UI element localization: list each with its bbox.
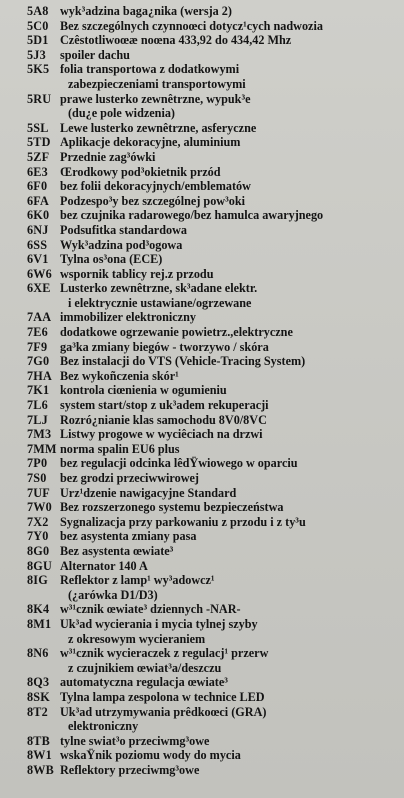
option-description [60, 340, 404, 355]
option-code: 6NJ [27, 222, 49, 237]
option-code: 6SS [27, 237, 48, 252]
option-code: 8W1 [27, 748, 52, 763]
option-description [60, 617, 404, 646]
option-description [60, 559, 404, 574]
option-row [0, 19, 404, 34]
option-description-line: Reflektor z lamp¹ wy³adowcz¹ [60, 573, 215, 588]
option-description-line: i elektrycznie ustawiane/ogrzewane [68, 295, 252, 310]
option-row [0, 529, 404, 544]
option-row [0, 340, 404, 355]
option-code-list [0, 4, 404, 798]
option-code: 8Q3 [27, 675, 50, 690]
option-description [60, 442, 404, 457]
option-row [0, 705, 404, 734]
option-row [0, 325, 404, 340]
option-row [0, 471, 404, 486]
option-description [60, 208, 404, 223]
option-code: 6K0 [27, 208, 50, 223]
option-description-line: ga³ka zmiany biegów - tworzywo / skóra [60, 339, 269, 354]
option-description-line: Lusterko zewnêtrzne, sk³adane elektr. [60, 281, 258, 296]
option-description-line: w³¹cznik œwiate³ dziennych -NAR- [60, 602, 241, 617]
option-description-line: Alternator 140 A [60, 558, 148, 573]
option-row [0, 617, 404, 646]
option-row [0, 573, 404, 602]
option-row [0, 763, 404, 778]
option-description [60, 223, 404, 238]
option-description-line: prawe lusterko zewnêtrzne, wypuk³e [60, 91, 251, 106]
option-description-line: Wyk³adzina pod³ogowa [60, 237, 183, 252]
option-description [60, 529, 404, 544]
option-code: 8T2 [27, 704, 48, 719]
option-code: 5K5 [27, 62, 50, 77]
option-code: 7MM [27, 441, 57, 456]
option-row [0, 427, 404, 442]
option-description [60, 427, 404, 442]
option-code: 6W6 [27, 266, 52, 281]
option-code: 5TD [27, 135, 51, 150]
option-description-line: zabezpieczeniami transportowymi [68, 76, 246, 91]
option-description [60, 515, 404, 530]
option-code: 5J3 [27, 47, 46, 62]
option-description [60, 705, 404, 734]
option-description-line: Bez asystenta œwiate³ [60, 543, 174, 558]
option-code: 7M3 [27, 427, 52, 442]
option-description-line: Bez rozszerzonego systemu bezpieczeństwa [60, 500, 284, 515]
option-description-line: spoiler dachu [60, 47, 130, 62]
option-description-line: system start/stop z uk³adem rekuperacji [60, 398, 269, 413]
option-description [60, 165, 404, 180]
option-description-line: Uk³ad wycierania i mycia tylnej szyby [60, 616, 258, 631]
option-code: 5A8 [27, 4, 49, 18]
option-description-line: Podsufitka standardowa [60, 222, 187, 237]
option-description-line: Bez instalacji do VTS (Vehicle-Tracing System) [60, 354, 306, 369]
option-code: 8K4 [27, 602, 50, 617]
option-row [0, 456, 404, 471]
option-description [60, 281, 404, 310]
option-code: 6F0 [27, 179, 48, 194]
option-code: 5C0 [27, 18, 49, 33]
option-description-line: Urz¹dzenie nawigacyjne Standard [60, 485, 237, 500]
option-row [0, 602, 404, 617]
option-row [0, 135, 404, 150]
option-description [60, 135, 404, 150]
option-code: 8N6 [27, 646, 49, 661]
option-code: 6V1 [27, 252, 49, 267]
option-code: 8G0 [27, 543, 50, 558]
option-description-line: Lewe lusterko zewnêtrzne, asferyczne [60, 120, 257, 135]
option-code: 7L6 [27, 398, 48, 413]
option-description [60, 354, 404, 369]
option-description-line: dodatkowe ogrzewanie powietrz.,elektryczne [60, 325, 293, 340]
option-code: 7W0 [27, 500, 52, 515]
option-description [60, 413, 404, 428]
option-row [0, 486, 404, 501]
option-row [0, 48, 404, 63]
option-description-line: bez grodzi przeciwwirowej [60, 471, 199, 485]
option-description [60, 602, 404, 617]
option-description [60, 194, 404, 209]
option-code: 7Y0 [27, 529, 49, 544]
option-description-line: kontrola ciœnienia w ogumieniu [60, 383, 227, 398]
option-description [60, 573, 404, 602]
option-description-line: Czêstotliwoœæ noœna 433,92 do 434,42 Mhz [60, 33, 292, 48]
option-row [0, 398, 404, 413]
option-description-line: w³¹cznik wycieraczek z regulacj¹ przerw [60, 646, 269, 661]
option-row [0, 62, 404, 91]
option-description [60, 486, 404, 501]
option-description [60, 690, 404, 705]
option-description [60, 238, 404, 253]
option-code: 7E6 [27, 325, 48, 340]
option-row [0, 194, 404, 209]
option-description-line: bez asystenta zmiany pasa [60, 529, 197, 544]
option-description-line: wyk³adzina baga¿nika (wersja 2) [60, 4, 232, 18]
option-description-line: Listwy progowe w wyciêciach na drzwi [60, 427, 263, 442]
option-row [0, 92, 404, 121]
option-description [60, 179, 404, 194]
option-description-line: folia transportowa z dodatkowymi [60, 62, 240, 77]
option-code: 8IG [27, 573, 48, 588]
option-code: 8M1 [27, 616, 52, 631]
option-description [60, 150, 404, 165]
option-code: 8GU [27, 558, 52, 573]
option-code: 5RU [27, 91, 52, 106]
option-description-line: Sygnalizacja przy parkowaniu z przodu i z ty³u [60, 514, 306, 529]
option-description [60, 763, 404, 778]
option-row [0, 281, 404, 310]
option-description [60, 62, 404, 91]
option-row [0, 310, 404, 325]
option-code: 8SK [27, 689, 50, 704]
option-code: 8WB [27, 762, 55, 777]
option-description [60, 92, 404, 121]
option-description-line: Œrodkowy pod³okietnik przód [60, 164, 221, 179]
option-description-line: norma spalin EU6 plus [60, 441, 180, 456]
option-row [0, 369, 404, 384]
option-description-line: Uk³ad utrzymywania prêdkoœci (GRA) [60, 704, 267, 719]
option-description-line: bez czujnika radarowego/bez hamulca awaryjnego [60, 208, 324, 223]
option-description [60, 675, 404, 690]
option-row [0, 150, 404, 165]
option-code: 7AA [27, 310, 52, 325]
option-code: 6FA [27, 193, 50, 208]
option-row [0, 354, 404, 369]
option-description-line: Podzespo³y bez szczególnej pow³oki [60, 193, 246, 208]
option-description-line: Tylna os³ona (ECE) [60, 252, 163, 267]
option-description [60, 310, 404, 325]
option-code: 7G0 [27, 354, 50, 369]
option-code: 6XE [27, 281, 51, 296]
option-code: 7K1 [27, 383, 50, 398]
option-row [0, 267, 404, 282]
option-description-line: Przednie zag³ówki [60, 149, 156, 164]
option-description [60, 121, 404, 136]
option-description-line: Aplikacje dekoracyjne, aluminium [60, 135, 241, 150]
option-description-line: automatyczna regulacja œwiate³ [60, 675, 228, 690]
option-row [0, 208, 404, 223]
option-description [60, 4, 404, 19]
option-description [60, 500, 404, 515]
option-row [0, 223, 404, 238]
option-description-line: bez regulacji odcinka lêdŸwiowego w oparciu [60, 456, 298, 471]
option-description [60, 252, 404, 267]
option-description [60, 369, 404, 384]
option-row [0, 33, 404, 48]
option-row [0, 442, 404, 457]
option-row [0, 252, 404, 267]
option-code: 7LJ [27, 412, 48, 427]
option-code: 8TB [27, 733, 50, 748]
option-code: 7X2 [27, 514, 49, 529]
option-row [0, 734, 404, 749]
option-description-line: immobilizer elektroniczny [60, 310, 196, 325]
option-description [60, 471, 404, 486]
option-description [60, 383, 404, 398]
option-description-line: tylne swiat³o przeciwmg³owe [60, 733, 210, 748]
option-row [0, 179, 404, 194]
option-description [60, 456, 404, 471]
option-row [0, 675, 404, 690]
option-code: 7S0 [27, 471, 47, 485]
option-code: 7P0 [27, 456, 48, 471]
option-row [0, 646, 404, 675]
option-description-line: z czujnikiem œwiat³a/deszczu [68, 660, 222, 675]
option-description [60, 48, 404, 63]
option-description-line: elektroniczny [68, 719, 139, 734]
option-description-line: Bez wykoñczenia skór¹ [60, 368, 179, 383]
option-description-line: bez folii dekoracyjnych/emblematów [60, 179, 251, 194]
option-description [60, 734, 404, 749]
option-description-line: Tylna lampa zespolona w technice LED [60, 689, 265, 704]
option-description [60, 646, 404, 675]
option-row [0, 500, 404, 515]
option-code: 7UF [27, 485, 50, 500]
option-code: 7F9 [27, 339, 48, 354]
option-description [60, 33, 404, 48]
option-row [0, 559, 404, 574]
option-description-line: Rozró¿nianie klas samochodu 8V0/8VC [60, 412, 267, 427]
option-description [60, 19, 404, 34]
option-row [0, 413, 404, 428]
option-description [60, 544, 404, 559]
option-description [60, 398, 404, 413]
option-row [0, 165, 404, 180]
option-description [60, 748, 404, 763]
option-description-line: wskaŸnik poziomu wody do mycia [60, 748, 241, 763]
option-row [0, 748, 404, 763]
option-code: 5ZF [27, 149, 50, 164]
option-description-line: (¿arówka D1/D3) [68, 587, 158, 602]
option-row [0, 121, 404, 136]
option-row [0, 383, 404, 398]
option-description-line: wspornik tablicy rej.z przodu [60, 266, 214, 281]
option-description-line: (du¿e pole widzenia) [68, 106, 175, 121]
option-row [0, 515, 404, 530]
option-row [0, 544, 404, 559]
option-code: 6E3 [27, 164, 48, 179]
option-row [0, 4, 404, 19]
option-code: 5SL [27, 120, 49, 135]
option-row [0, 690, 404, 705]
option-description [60, 267, 404, 282]
option-description-line: z okresowym wycieraniem [68, 631, 206, 646]
option-code: 5D1 [27, 33, 49, 48]
option-row [0, 238, 404, 253]
option-description-line: Bez szczególnych czynnoœci dotycz¹cych nadwozia [60, 18, 323, 33]
option-code: 7HA [27, 368, 52, 383]
option-description-line: Reflektory przeciwmg³owe [60, 762, 200, 777]
option-description [60, 325, 404, 340]
